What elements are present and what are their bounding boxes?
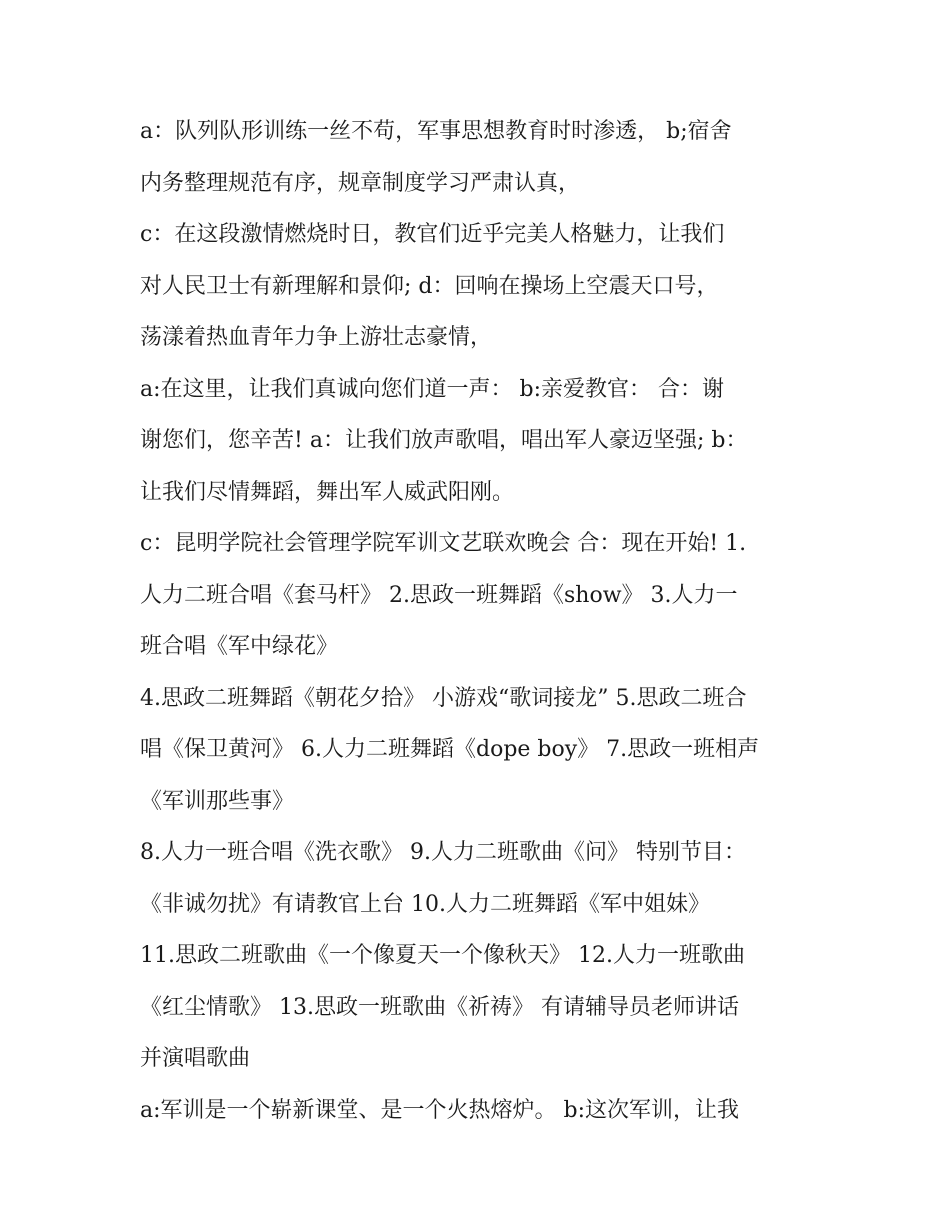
text-line: 4.思政二班舞蹈《朝花夕拾》 小游戏“歌词接龙” 5.思政二班合: [140, 685, 747, 711]
text-line: 唱《保卫黄河》 6.人力二班舞蹈《dope boy》 7.思政一班相声: [140, 737, 760, 762]
text-line: 让我们尽情舞蹈，舞出军人威武阳刚。: [140, 479, 515, 505]
text-line: a：队列队形训练一丝不苟，军事思想教育时时渗透， b;宿舍: [140, 119, 732, 144]
paragraph-1: [140, 106, 820, 209]
text-line: a:在这里，让我们真诚向您们道一声： b:亲爱教官： 合：谢: [140, 376, 725, 402]
text-line: 8.人力一班合唱《洗衣歌》 9.人力二班歌曲《问》 特别节目：: [140, 840, 746, 865]
text-line: 11.思政二班歌曲《一个像夏天一个像秋天》 12.人力一班歌曲: [140, 943, 745, 968]
document-body: [140, 106, 820, 1136]
paragraph-6: [140, 827, 820, 930]
paragraph-7: [140, 930, 820, 1085]
paragraph-2: [140, 209, 820, 364]
text-line: 《军训那些事》: [140, 788, 295, 814]
text-line: 并演唱歌曲: [140, 1046, 251, 1071]
paragraph-8: [140, 1085, 820, 1137]
text-line: 《非诚勿扰》有请教官上台 10.人力二班舞蹈《军中姐妹》: [140, 891, 710, 917]
text-line: 对人民卫士有新理解和景仰; d：回响在操场上空震天口号，: [140, 273, 719, 299]
text-line: 内务整理规范有序，规章制度学习严肃认真，: [140, 170, 581, 196]
text-line: 人力二班合唱《套马杆》 2.思政一班舞蹈《show》 3.人力一: [140, 582, 738, 608]
paragraph-5: [140, 673, 820, 828]
text-line: a:军训是一个崭新课堂、是一个火热熔炉。 b:这次军训，让我: [140, 1097, 740, 1123]
paragraph-4: [140, 518, 820, 673]
text-line: 班合唱《军中绿花》: [140, 634, 339, 659]
text-line: c：昆明学院社会管理学院军训文艺联欢晚会 合：现在开始! 1.: [140, 531, 747, 556]
text-line: 《红尘情歌》 13.思政一班歌曲《祈祷》 有请辅导员老师讲话: [140, 994, 739, 1020]
text-line: 谢您们，您辛苦! a：让我们放声歌唱，唱出军人豪迈坚强; b：: [140, 428, 748, 453]
paragraph-3: [140, 364, 820, 519]
text-line: 荡漾着热血青年力争上游壮志豪情，: [140, 325, 493, 350]
text-line: c：在这段激情燃烧时日，教官们近乎完美人格魅力，让我们: [140, 222, 725, 247]
